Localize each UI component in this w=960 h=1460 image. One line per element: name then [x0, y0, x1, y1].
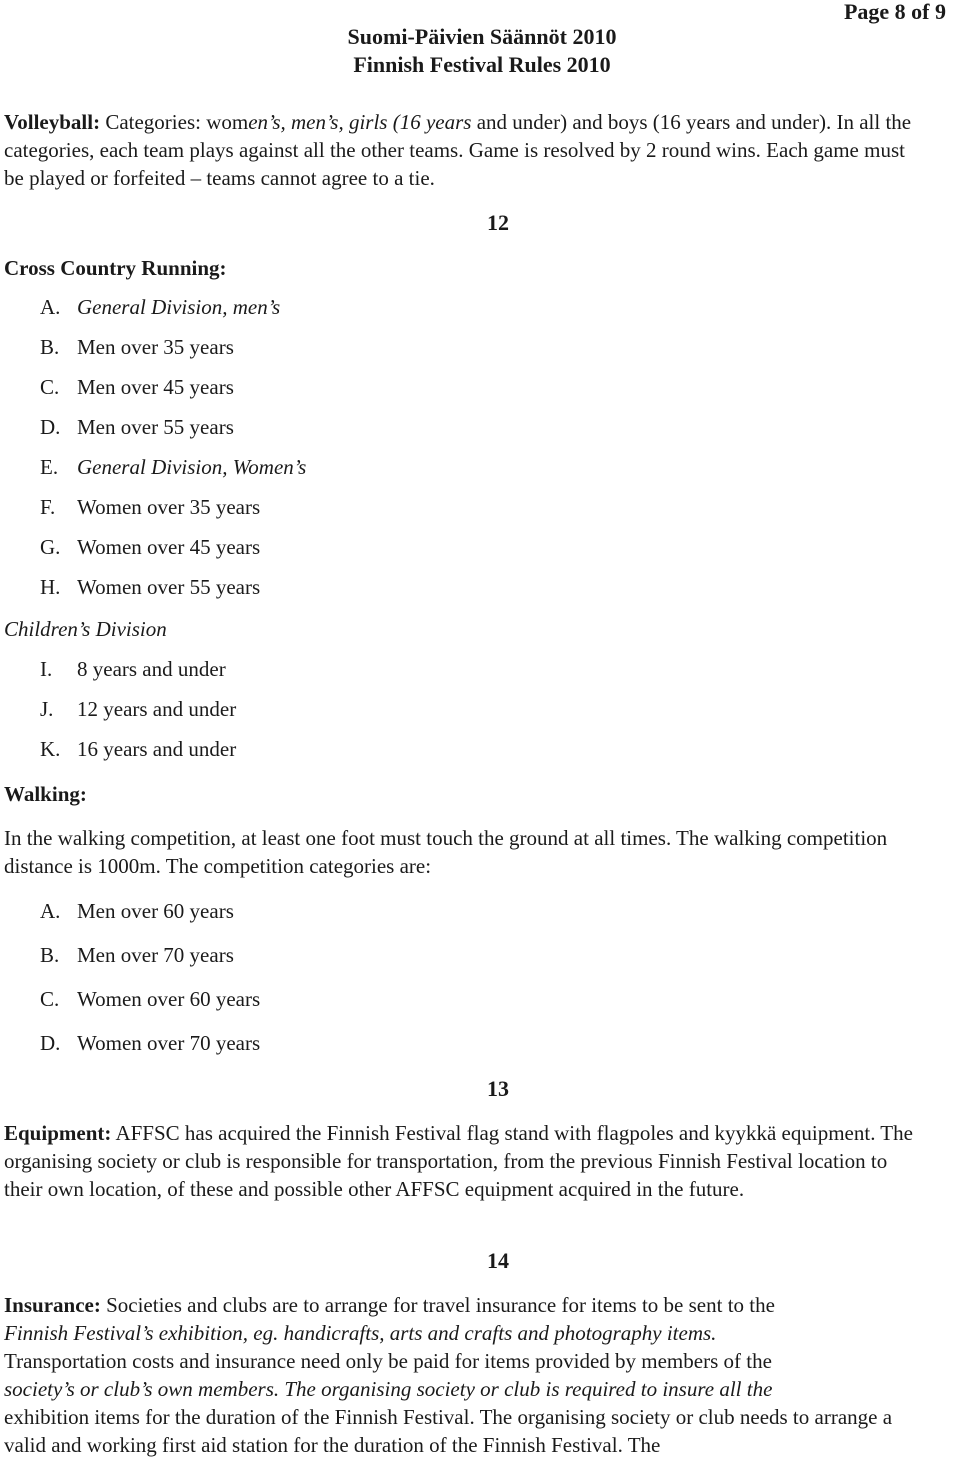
list-item: E. General Division, Women’s: [40, 455, 307, 479]
insurance-text-italic-2: society’s or club’s own members. The organising society or club is required to insure all the: [4, 1377, 773, 1401]
list-item: B. Men over 70 years: [40, 943, 234, 967]
children-division-heading: Children’s Division: [4, 617, 167, 641]
cross-country-heading: Cross Country Running:: [4, 256, 227, 280]
list-item: J. 12 years and under: [40, 697, 237, 721]
list-item: C. Women over 60 years: [40, 987, 261, 1011]
section-number-13: 13: [487, 1076, 509, 1101]
walking-paragraph: In the walking competition, at least one foot must touch the ground at all times. The walking competition distance is 1000m. The competition categories are:: [4, 826, 888, 878]
list-item: K. 16 years and under: [40, 737, 237, 761]
list-item: F. Women over 35 years: [40, 495, 261, 519]
cross-country-list: [40, 293, 306, 613]
list-item: H. Women over 55 years: [40, 575, 261, 599]
insurance-text-3: exhibition items for the duration of the Finnish Festival. The organising society or club needs to arrange a valid and working first aid station for the duration of the Finnish Festival. The: [4, 1405, 893, 1457]
equipment-paragraph: [4, 1119, 930, 1203]
insurance-text-italic-1: Finnish Festival’s exhibition, eg. handicrafts, arts and crafts and photography items.: [4, 1321, 717, 1345]
children-division-list: [40, 655, 236, 775]
page-number: Page 8 of 9: [843, 0, 946, 24]
list-item: A. Men over 60 years: [40, 899, 234, 923]
insurance-text-1: Societies and clubs are to arrange for travel insurance for items to be sent to the: [100, 1293, 775, 1317]
equipment-label: Equipment:: [4, 1121, 112, 1145]
list-item: G. Women over 45 years: [40, 535, 261, 559]
volleyball-paragraph: [4, 108, 930, 192]
list-item: C. Men over 45 years: [40, 375, 234, 399]
list-item: D. Women over 70 years: [40, 1031, 261, 1055]
list-item: D. Men over 55 years: [40, 415, 234, 439]
insurance-paragraph: [4, 1291, 930, 1459]
walking-list: [40, 897, 260, 1073]
doc-title-finnish: Suomi-Päivien Säännöt 2010: [347, 24, 617, 49]
volleyball-text-2: and under) and boys (16 years and under). In all the categories, each team plays against all the other teams. Game is resolved by 2 round wins. Each game must be played or forfeited – teams cannot agree to a tie.: [4, 110, 912, 190]
insurance-label: Insurance:: [4, 1293, 101, 1317]
volleyball-text-1: Categories: wom: [100, 110, 249, 134]
volleyball-label: Volleyball:: [4, 110, 101, 134]
equipment-text: AFFSC has acquired the Finnish Festival flag stand with flagpoles and kyykkä equipment. The organising society or club is responsible for transportation, from the previous Finnish Festival location to their own location, of these and possible other AFFSC equipment acquired in the future.: [4, 1121, 913, 1201]
list-item: B. Men over 35 years: [40, 335, 234, 359]
volleyball-text-italic: en’s, men’s, girls (16 years: [248, 110, 472, 134]
section-number-12: 12: [487, 210, 509, 235]
section-number-14: 14: [487, 1248, 509, 1273]
doc-title-english: Finnish Festival Rules 2010: [353, 52, 611, 77]
walking-heading: Walking:: [4, 782, 87, 806]
list-item: I. 8 years and under: [40, 657, 226, 681]
insurance-text-2: Transportation costs and insurance need only be paid for items provided by members of the: [4, 1349, 772, 1373]
list-item: A. General Division, men’s: [40, 295, 281, 319]
